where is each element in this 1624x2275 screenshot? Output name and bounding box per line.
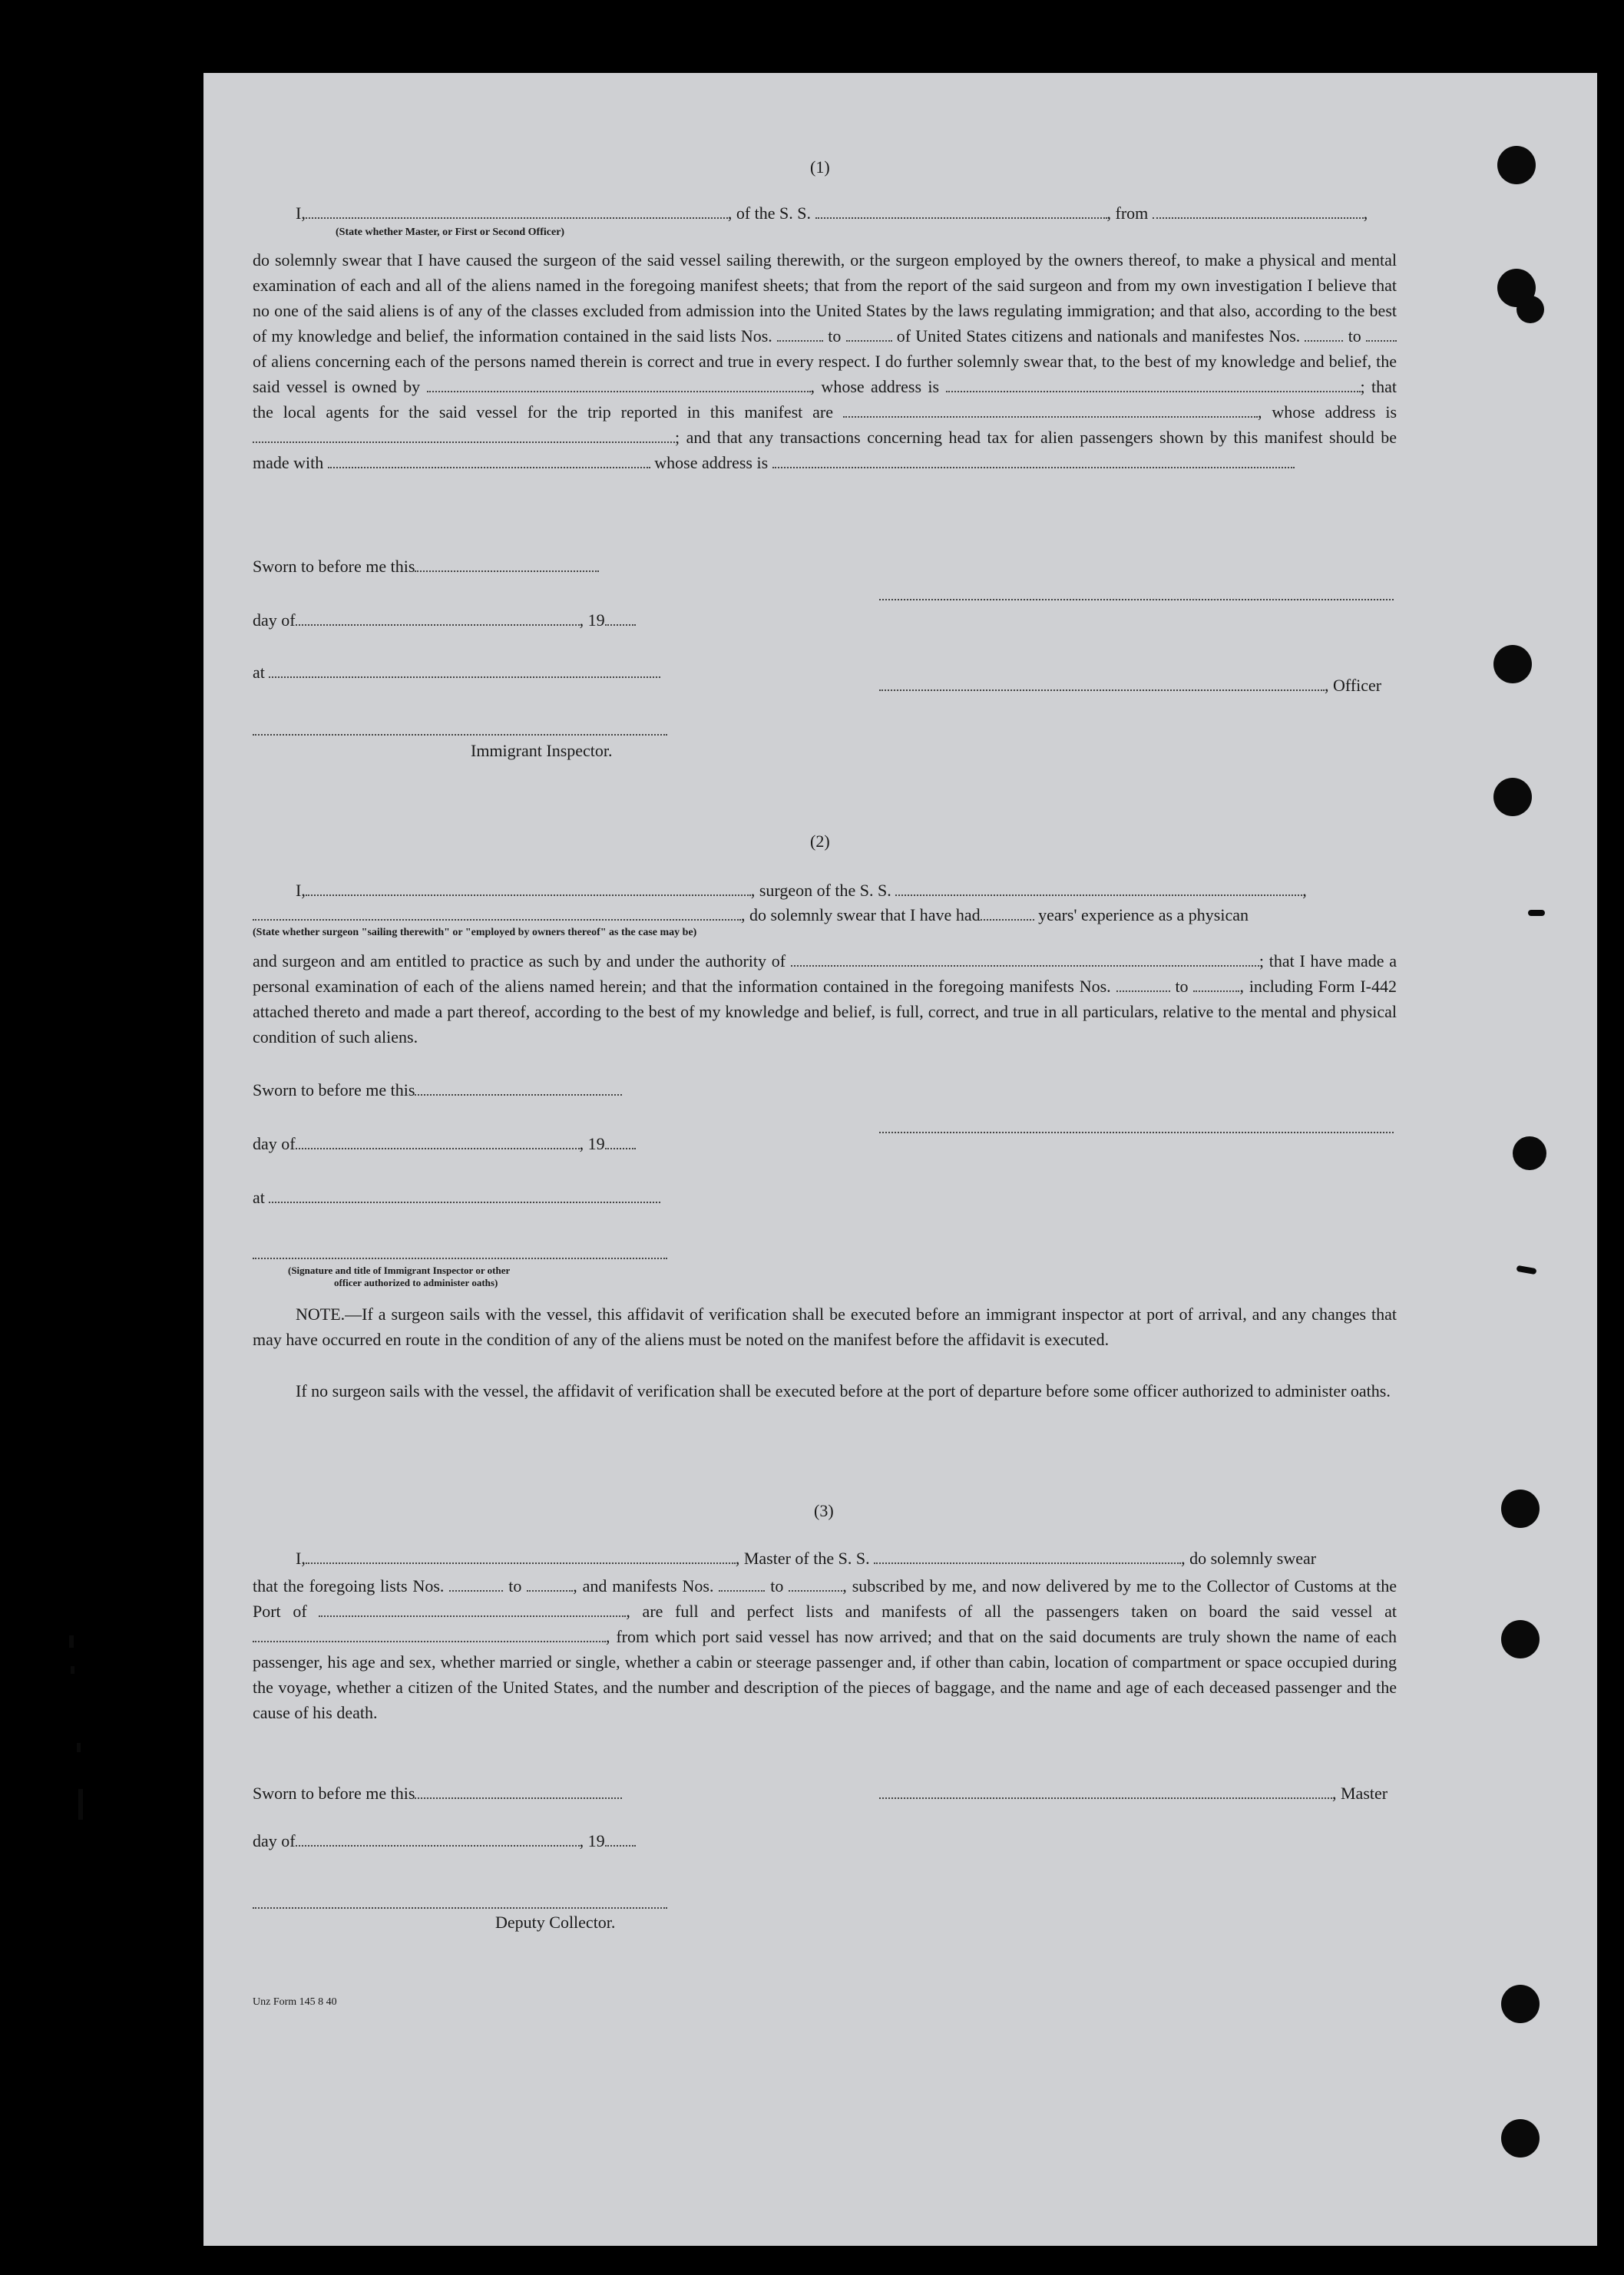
- agents-field[interactable]: [843, 415, 1258, 418]
- s2-sworn-row: [253, 1080, 622, 1100]
- s3-master-label: , Master: [1332, 1784, 1388, 1803]
- s1-year-label: , 19: [579, 610, 605, 630]
- s1-body: [253, 247, 1397, 475]
- margin-speck: [71, 1666, 74, 1674]
- s3-line1-start: I,: [296, 1549, 306, 1568]
- s2-line2: [253, 905, 1249, 925]
- s1-line1: I, , of the S. S. , from ,: [296, 203, 1368, 223]
- s3-day-row: [253, 1831, 636, 1851]
- from-port-field[interactable]: [1153, 217, 1364, 219]
- s2-sworn-label: Sworn to before me this: [253, 1080, 415, 1099]
- s2-sig-hint-2: officer authorized to administer oaths): [334, 1277, 498, 1288]
- margin-speck: [69, 1635, 74, 1648]
- s3-list-to-field[interactable]: [527, 1589, 573, 1592]
- section-3-number: (3): [814, 1501, 834, 1520]
- s2-sworn-field[interactable]: [415, 1093, 622, 1096]
- s3-line1-mid: , Master of the S. S.: [735, 1549, 870, 1568]
- authority-field[interactable]: [791, 964, 1259, 967]
- s1-inspector-label: Immigrant Inspector.: [471, 741, 613, 760]
- s1-sworn-field[interactable]: [415, 570, 599, 572]
- s2-vessel-field[interactable]: [895, 894, 1302, 896]
- s3-body-c: , and manifests Nos.: [573, 1576, 714, 1595]
- s2-day-field[interactable]: [296, 1147, 580, 1149]
- s1-officer-label: , Officer: [1325, 676, 1382, 695]
- s1-day-row: [253, 610, 636, 630]
- s3-body-g: , from which port said vessel has now arrived; and that on the said documents are truly shown the name of each passenger, his age and sex, whether married or single, whether a cabin or steerage passenger and, if other than cabin, location of compartment or space occupied during the voyage, whether a citizen of the United States, and the number and description of the pieces of baggage, and the name and age of each deceased passenger and the cause of his death.: [253, 1627, 1397, 1722]
- s2-year-label: , 19: [579, 1134, 605, 1153]
- s1-body-j: whose address is: [654, 453, 769, 472]
- master-signature-field[interactable]: [879, 1797, 1332, 1799]
- s3-year-field[interactable]: [605, 1844, 636, 1847]
- s2-surgeon-signature-line[interactable]: [879, 1131, 1394, 1133]
- s1-body-g: ; that the local agents for the said vessel for the trip reported in this manifest are: [253, 377, 1397, 422]
- s2-line1-start: I,: [296, 881, 306, 900]
- s1-body-c: of United States citizens and nationals and manifestes Nos.: [896, 326, 1301, 346]
- s2-manifest-to-field[interactable]: [1193, 990, 1239, 992]
- s1-list-to-field[interactable]: [846, 339, 892, 342]
- officer-name-field[interactable]: [306, 217, 728, 219]
- s3-vessel-field[interactable]: [874, 1562, 1181, 1564]
- s1-body-h: , whose address is: [1257, 402, 1397, 422]
- s1-signature-line-a[interactable]: [879, 598, 1394, 600]
- owner-field[interactable]: [427, 390, 811, 392]
- s1-line1-end: , from: [1106, 203, 1149, 223]
- s2-line1: I, , surgeon of the S. S. ,: [296, 881, 1307, 900]
- port-field[interactable]: [319, 1615, 626, 1617]
- head-tax-address-field[interactable]: [772, 466, 1295, 468]
- s2-manifest-from-field[interactable]: [1116, 990, 1170, 992]
- s2-at-row: [253, 1188, 660, 1208]
- s1-inspector-line[interactable]: [253, 733, 667, 736]
- punch-hole: [1501, 2119, 1540, 2158]
- s1-officer-signature[interactable]: [879, 689, 1325, 691]
- s1-day-label: day of: [253, 610, 296, 630]
- form-id: Unz Form 145 8 40: [253, 1996, 337, 2008]
- s1-at-label: at: [253, 663, 265, 682]
- s1-manifest-to-field[interactable]: [1366, 339, 1397, 342]
- punch-hole: [1497, 146, 1536, 184]
- punch-hole: [1501, 1985, 1540, 2023]
- s1-year-field[interactable]: [605, 623, 636, 626]
- s2-line2-end: years' experience as a physican: [1038, 905, 1249, 924]
- s2-at-label: at: [253, 1188, 265, 1207]
- section-2-number: (2): [810, 832, 830, 851]
- s3-manifest-to-field[interactable]: [789, 1589, 842, 1592]
- section-1-number: (1): [810, 157, 830, 177]
- s1-day-field[interactable]: [296, 623, 580, 626]
- s2-body: [253, 948, 1397, 1050]
- s3-sworn-label: Sworn to before me this: [253, 1784, 415, 1803]
- s1-manifest-from-field[interactable]: [1305, 339, 1343, 342]
- s3-day-field[interactable]: [296, 1844, 580, 1847]
- s3-sworn-row: [253, 1784, 622, 1804]
- s2-line1-mid: , surgeon of the S. S.: [750, 881, 891, 900]
- punch-hole: [1493, 778, 1532, 816]
- margin-speck: [77, 1743, 81, 1752]
- s2-body-a: and surgeon and am entitled to practice as such by and under the authority of: [253, 951, 786, 971]
- s1-at-field[interactable]: [269, 676, 660, 678]
- owner-address-field[interactable]: [946, 390, 1361, 392]
- departure-port-field[interactable]: [253, 1640, 606, 1642]
- s1-line1-mid: , of the S. S.: [727, 203, 812, 223]
- s3-body-d: to: [770, 1576, 784, 1595]
- s3-sworn-field[interactable]: [415, 1797, 622, 1799]
- master-name-field[interactable]: [306, 1562, 736, 1564]
- s2-body-b: ; that I have made a personal examination of each of the aliens named herein; and that the information contained in the foregoing manifests Nos.: [253, 951, 1397, 996]
- years-experience-field[interactable]: [981, 918, 1034, 921]
- punch-hole: [1493, 645, 1532, 683]
- s1-body-f: , whose address is: [810, 377, 940, 396]
- surgeon-hint: (State whether surgeon "sailing therewith" or "employed by owners thereof" as the case may be): [253, 927, 697, 938]
- ink-mark: [1528, 910, 1545, 916]
- s2-line2-mid: , do solemnly swear that I have had: [741, 905, 981, 924]
- s2-year-field[interactable]: [605, 1147, 636, 1149]
- s3-body-f: , are full and perfect lists and manifests of all the passengers taken on board the said vessel at: [626, 1602, 1397, 1621]
- s1-sworn-row: [253, 557, 599, 577]
- note2-paragraph: If no surgeon sails with the vessel, the affidavit of verification shall be executed before at the port of departure before some officer authorized to administer oaths.: [296, 1381, 1391, 1400]
- s3-list-from-field[interactable]: [449, 1589, 503, 1592]
- note-paragraph: NOTE.—If a surgeon sails with the vessel, this affidavit of verification shall be executed before an immigrant inspector at port of arrival, and any changes that may have occurred en route in the condition of any of the aliens must be noted on the manifest before the affidavit is executed.: [253, 1304, 1397, 1349]
- s1-body-a: do solemnly swear that I have caused the surgeon of the said vessel sailing therewith, or the surgeon employed by the owners thereof, to make a physical and mental examination of each and all of the aliens named in the foregoing manifest sheets; that from the report of the said surgeon and from my own investigation I believe that no one of the said aliens is of any of the classes excluded from admission into the United States by the laws regulating immigration; and that also, according to the best of my knowledge and belief, the information contained in the said lists Nos.: [253, 250, 1397, 346]
- s3-master-row: [879, 1784, 1388, 1804]
- s1-line1-start: I,: [296, 203, 306, 223]
- s2-at-field[interactable]: [269, 1201, 660, 1203]
- form-sheet: [203, 73, 1597, 2246]
- s3-body-b: to: [508, 1576, 522, 1595]
- punch-hole: [1501, 1620, 1540, 1658]
- agents-address-field[interactable]: [253, 441, 675, 443]
- s3-collector-line[interactable]: [253, 1906, 667, 1909]
- s1-officer-row: [879, 676, 1381, 696]
- head-tax-contact-field[interactable]: [328, 466, 650, 468]
- s2-sig-hint-1: (Signature and title of Immigrant Inspector or other: [288, 1265, 511, 1276]
- punch-hole: [1513, 1136, 1546, 1170]
- s1-body-i: ; and that any transactions concerning head tax for alien passengers shown by this manifest should be made with: [253, 428, 1397, 472]
- s2-body-c: to: [1175, 977, 1189, 996]
- punch-hole: [1517, 296, 1544, 323]
- s1-body-e: of aliens concerning each of the persons named therein is correct and true in every respect. I do further solemnly swear that, to the best of my knowledge and belief, the said vessel is owned by: [253, 352, 1397, 396]
- s2-inspector-line[interactable]: [253, 1257, 667, 1259]
- s3-body: [253, 1573, 1397, 1725]
- surgeon-status-field[interactable]: [253, 918, 741, 921]
- s2-body-d: , including Form I-442 attached thereto and made a part thereof, according to the best of my knowledge and belief, is full, correct, and true in all particulars, relative to the mental and physical condition of such aliens.: [253, 977, 1397, 1047]
- surgeon-name-field[interactable]: [306, 894, 751, 896]
- s3-body-e: , subscribed by me, and now delivered by me to the Collector of Customs at the Port of: [253, 1576, 1397, 1621]
- s2-day-label: day of: [253, 1134, 296, 1153]
- s3-manifest-from-field[interactable]: [719, 1589, 765, 1592]
- officer-hint: (State whether Master, or First or Second Officer): [336, 227, 565, 238]
- s3-body-a: that the foregoing lists Nos.: [253, 1576, 445, 1595]
- ink-mark: [1517, 1265, 1537, 1275]
- s1-list-from-field[interactable]: [777, 339, 823, 342]
- s1-sworn-label: Sworn to before me this: [253, 557, 415, 576]
- s3-year-label: , 19: [579, 1831, 605, 1850]
- s3-line1-end: , do solemnly swear: [1181, 1549, 1317, 1568]
- s1-at-row: [253, 663, 660, 683]
- punch-hole: [1501, 1490, 1540, 1528]
- vessel-name-field[interactable]: [815, 217, 1107, 219]
- s3-day-label: day of: [253, 1831, 296, 1850]
- margin-speck: [78, 1789, 83, 1820]
- s1-body-d: to: [1348, 326, 1361, 346]
- s3-collector-label: Deputy Collector.: [495, 1913, 616, 1932]
- s2-day-row: [253, 1134, 636, 1154]
- s1-body-b: to: [828, 326, 842, 346]
- s3-line1: [296, 1549, 1316, 1569]
